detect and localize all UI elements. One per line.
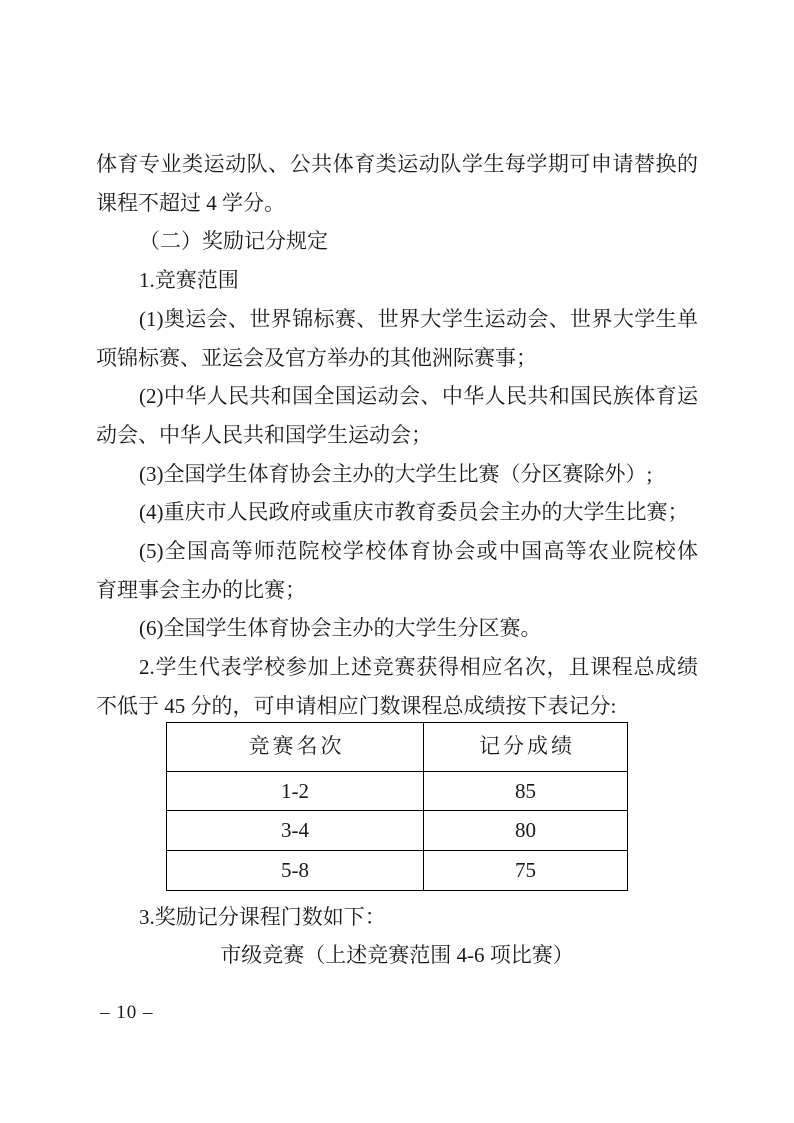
table-cell: 75 xyxy=(424,850,628,890)
text-line: 课程不超过 4 学分。 xyxy=(96,190,285,215)
text-line: 1.竞赛范围 xyxy=(139,268,239,293)
text-line: 3.奖励记分课程门数如下： xyxy=(139,904,386,929)
table-cell: 80 xyxy=(424,811,628,851)
table-header-row xyxy=(167,722,628,771)
table-cell: 1-2 xyxy=(167,771,424,811)
text-line: (4)重庆市人民政府或重庆市教育委员会主办的大学生比赛； xyxy=(139,500,689,525)
text-line: 动会、中华人民共和国学生运动会； xyxy=(96,422,432,447)
table-cell: 85 xyxy=(424,771,628,811)
text-line: 项锦标赛、亚运会及官方举办的其他洲际赛事； xyxy=(96,345,537,370)
text-block-before-table xyxy=(96,145,698,726)
document-body xyxy=(96,145,698,975)
table-cell: 3-4 xyxy=(167,811,424,851)
table-header-cell: 记分成绩 xyxy=(424,722,628,771)
text-line: (1)奥运会、世界锦标赛、世界大学生运动会、世界大学生单 xyxy=(139,306,698,331)
text-line: （二）奖励记分规定 xyxy=(139,229,328,254)
table-header-cell: 竞赛名次 xyxy=(167,722,424,771)
text-line: (3)全国学生体育协会主办的大学生比赛（分区赛除外）; xyxy=(139,461,653,486)
table-body xyxy=(167,771,628,890)
table-row xyxy=(167,850,628,890)
table-cell: 5-8 xyxy=(167,850,424,890)
table-row xyxy=(167,811,628,851)
competition-score-table xyxy=(166,722,628,891)
text-line: (6)全国学生体育协会主办的大学生分区赛。 xyxy=(139,616,542,641)
text-line: 育理事会主办的比赛； xyxy=(96,577,306,602)
text-line: (5)全国高等师范院校学校体育协会或中国高等农业院校体 xyxy=(139,539,698,564)
text-line: 市级竞赛（上述竞赛范围 4-6 项比赛） xyxy=(220,943,574,968)
text-line: 不低于 45 分的，可申请相应门数课程总成绩按下表记分: xyxy=(96,693,617,718)
text-line: 2.学生代表学校参加上述竞赛获得相应名次，且课程总成绩 xyxy=(139,655,698,680)
text-line: (2)中华人民共和国全国运动会、中华人民共和国民族体育运 xyxy=(139,384,698,409)
text-line: 体育专业类运动队、公共体育类运动队学生每学期可申请替换的 xyxy=(96,152,698,176)
text-block-after-table xyxy=(96,898,698,975)
footer-page-number: – 10 – xyxy=(100,1002,154,1023)
table-row xyxy=(167,771,628,811)
